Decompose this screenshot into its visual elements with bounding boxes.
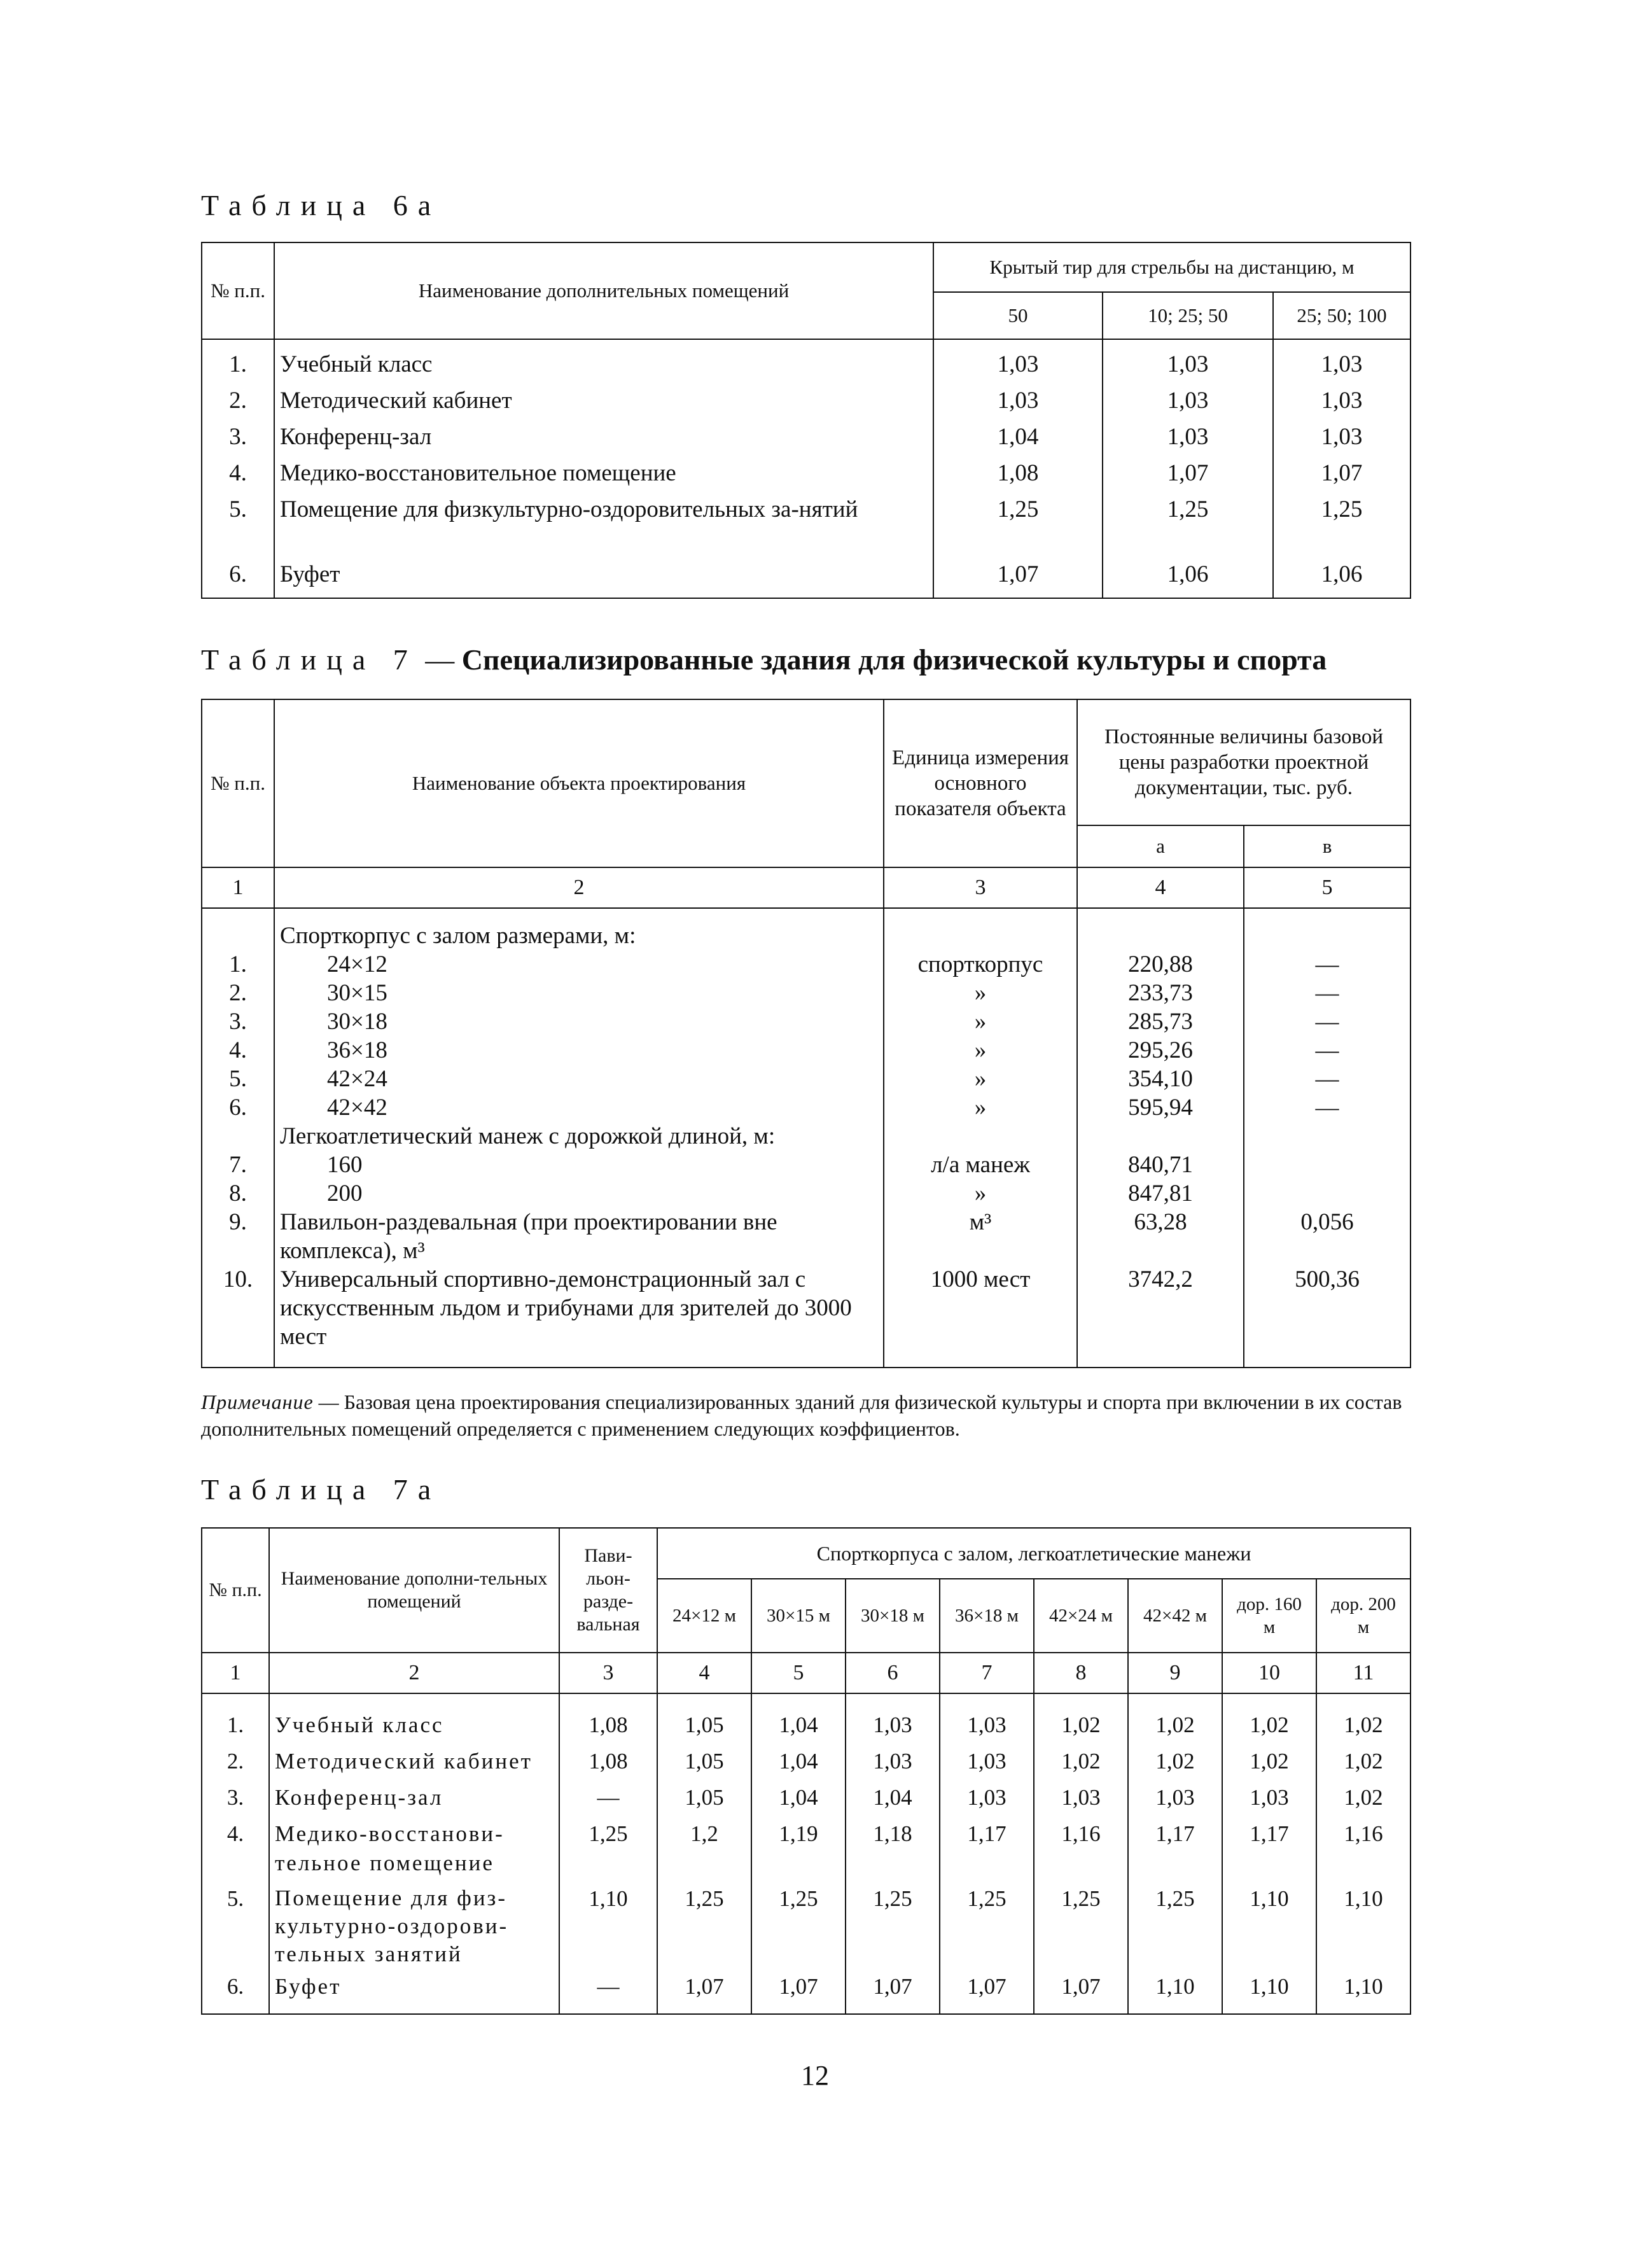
colnum: 9: [1128, 1653, 1222, 1693]
value: 1,03: [967, 1749, 1007, 1774]
row-name: Учебный класс: [275, 1712, 444, 1737]
col-25-50-100: [1273, 339, 1411, 598]
row-name: Помещение для физ-культурно-оздорови-тельных занятий: [275, 1886, 509, 1966]
col-name: Спорткорпус с залом размерами, м: 24×12 30×15 30×18 36×18 42×24 42×42 Легкоатлетический манеж с дорожкой длиной, м: 160 200 Павильон-раздевальная (при проектировании вне комплекса), м³ Универсальный спортивно-демонстрационный зал с искусственным льдом и трибунами для зрителей до 3000 мест: [274, 908, 884, 1368]
value: 1,25: [1155, 1886, 1195, 1911]
value: 1,04: [779, 1749, 818, 1774]
value: 1,03: [967, 1785, 1007, 1810]
value: 1,25: [589, 1821, 628, 1846]
row-name: Медико-восстановительное помещение: [280, 460, 676, 486]
value: 1,03: [997, 388, 1039, 414]
value: 1,02: [1344, 1785, 1383, 1810]
column-numbers: [202, 867, 1411, 908]
colnum: 8: [1034, 1653, 1128, 1693]
header-col: 42×24 м: [1034, 1579, 1128, 1653]
row-name: Медико-восстанови-тельное помещение: [275, 1821, 505, 1875]
header-col: 36×18 м: [940, 1579, 1034, 1653]
value: 1,16: [1344, 1821, 1383, 1846]
value: 1,19: [779, 1821, 818, 1846]
value: 1,07: [779, 1974, 818, 1999]
row-num: 3.: [226, 1785, 244, 1810]
row-num: 1.: [226, 1712, 244, 1737]
value: 1,25: [1167, 496, 1209, 522]
value: 1,03: [873, 1712, 912, 1737]
row-num: 5.: [229, 496, 247, 522]
value: 1,10: [589, 1886, 628, 1911]
note: [201, 1389, 1410, 1442]
col-track-160: [1222, 1693, 1316, 2014]
table-7-label: Таблица 7: [201, 643, 418, 676]
row-num: 5.: [226, 1886, 244, 1911]
header-col: дор. 160 м: [1222, 1579, 1316, 1653]
value: 1,17: [1250, 1821, 1289, 1846]
row-num: 6.: [229, 561, 247, 587]
col-pavilion: [559, 1693, 657, 2014]
col-24x12: [657, 1693, 751, 2014]
col-name: [274, 339, 933, 598]
col-name: [269, 1693, 559, 2014]
value: 1,03: [1321, 388, 1363, 414]
row-name: Методический кабинет: [275, 1749, 533, 1774]
value: 1,04: [873, 1785, 912, 1810]
value: 1,17: [1155, 1821, 1195, 1846]
header-col: 25; 50; 100: [1273, 292, 1411, 339]
table-7a: [201, 1527, 1411, 2015]
value: 1,03: [1167, 424, 1209, 450]
value: 1,02: [1061, 1712, 1101, 1737]
value: 1,03: [997, 351, 1039, 377]
value: 1,25: [1061, 1886, 1101, 1911]
table-7a-caption: [201, 1473, 441, 1506]
header-name: Наименование объекта проектирования: [274, 699, 884, 867]
value: 1,08: [589, 1712, 628, 1737]
table-7-caption: [201, 643, 1327, 676]
value: 1,06: [1167, 561, 1209, 587]
header-num: № п.п.: [202, 242, 274, 339]
note-text: — Базовая цена проектирования специализированных зданий для физической культуры и спорта при включении в их состав дополнительных помещений определяется с применением следующих коэффициентов.: [201, 1390, 1402, 1440]
col-30x18: [846, 1693, 940, 2014]
value: —: [597, 1785, 620, 1810]
header-b: в: [1244, 825, 1411, 867]
header-col: 30×15 м: [751, 1579, 846, 1653]
value: 1,10: [1250, 1974, 1289, 1999]
header-num: № п.п.: [202, 1528, 269, 1653]
col-num: [202, 339, 274, 598]
colnum: 7: [940, 1653, 1034, 1693]
colnum: 3: [559, 1653, 657, 1693]
row-name: Конференц-зал: [275, 1785, 443, 1810]
header-col: дор. 200 м: [1316, 1579, 1411, 1653]
col-a: 220,88 233,73 285,73 295,26 354,10 595,94 840,71 847,81 63,28 3742,2: [1077, 908, 1244, 1368]
value: 1,03: [1155, 1785, 1195, 1810]
row-num: 3.: [229, 424, 247, 450]
col-unit: спорткорпус » » » » » л/а манеж » м³ 1000 мест: [884, 908, 1077, 1368]
row-name: Методический кабинет: [280, 388, 512, 414]
row-num: 1.: [229, 351, 247, 377]
note-label: Примечание: [201, 1390, 314, 1413]
value: 1,08: [589, 1749, 628, 1774]
header-a: а: [1077, 825, 1244, 867]
header-name: Наименование дополнительных помещений: [274, 242, 933, 339]
caption-separator: —: [417, 643, 462, 676]
table-7a-label: Таблица 7а: [201, 1473, 442, 1506]
value: 1,03: [1321, 424, 1363, 450]
table-7: [201, 699, 1411, 1368]
value: 1,25: [997, 496, 1039, 522]
value: 1,06: [1321, 561, 1363, 587]
value: 1,10: [1344, 1974, 1383, 1999]
colnum: 5: [751, 1653, 846, 1693]
value: 1,04: [779, 1712, 818, 1737]
value: 1,10: [1250, 1886, 1289, 1911]
header-name: Наименование дополни-тельных помещений: [269, 1528, 559, 1653]
value: 1,03: [967, 1712, 1007, 1737]
row-name: Буфет: [280, 561, 340, 587]
table-6a-caption: [201, 188, 441, 222]
value: 1,08: [997, 460, 1039, 486]
col-10-25-50: [1103, 339, 1273, 598]
col-track-200: [1316, 1693, 1411, 2014]
value: 1,07: [997, 561, 1039, 587]
value: 1,02: [1061, 1749, 1101, 1774]
value: 1,07: [967, 1974, 1007, 1999]
value: 1,05: [685, 1749, 724, 1774]
value: 1,25: [967, 1886, 1007, 1911]
value: 1,07: [685, 1974, 724, 1999]
table-body: [202, 339, 1411, 598]
header-group: Постоянные величины базовой цены разработки проектной документации, тыс. руб.: [1077, 699, 1411, 825]
value: 1,03: [1167, 351, 1209, 377]
value: 1,02: [1344, 1749, 1383, 1774]
colnum: 1: [202, 1653, 269, 1693]
value: 1,03: [1061, 1785, 1101, 1810]
value: 1,05: [685, 1785, 724, 1810]
row-num: 6.: [226, 1974, 244, 1999]
colnum: 2: [269, 1653, 559, 1693]
value: —: [597, 1974, 620, 1999]
header-col: 24×12 м: [657, 1579, 751, 1653]
page-number: 12: [801, 2060, 829, 2091]
col-b: — — — — — — 0,056 500,36: [1244, 908, 1411, 1368]
value: 1,25: [685, 1886, 724, 1911]
col-50: [933, 339, 1103, 598]
header-pavilion: Пави-льон-разде-вальная: [559, 1528, 657, 1653]
col-42x24: [1034, 1693, 1128, 2014]
value: 1,16: [1061, 1821, 1101, 1846]
value: 1,04: [779, 1785, 818, 1810]
row-num: 2.: [226, 1749, 244, 1774]
value: 1,18: [873, 1821, 912, 1846]
value: 1,25: [873, 1886, 912, 1911]
colnum: 2: [274, 867, 884, 908]
table-7-title: Специализированные здания для физической культуры и спорта: [461, 643, 1327, 676]
value: 1,03: [873, 1749, 912, 1774]
value: 1,2: [690, 1821, 718, 1846]
row-name: Помещение для физкультурно-оздоровительных за-нятий: [280, 496, 858, 522]
value: 1,02: [1155, 1749, 1195, 1774]
row-name: Учебный класс: [280, 351, 433, 377]
col-num: [202, 1693, 269, 2014]
value: 1,07: [1061, 1974, 1101, 1999]
col-42x42: [1128, 1693, 1222, 2014]
value: 1,07: [873, 1974, 912, 1999]
value: 1,04: [997, 424, 1039, 450]
value: 1,02: [1250, 1749, 1289, 1774]
col-36x18: [940, 1693, 1034, 2014]
colnum: 4: [1077, 867, 1244, 908]
row-name: Конференц-зал: [280, 424, 432, 450]
colnum: 6: [846, 1653, 940, 1693]
value: 1,02: [1250, 1712, 1289, 1737]
header-group: Спорткорпуса с залом, легкоатлетические манежи: [657, 1528, 1411, 1579]
col-num: 1. 2. 3. 4. 5. 6. 7. 8. 9. 10.: [202, 908, 274, 1368]
header-col: 30×18 м: [846, 1579, 940, 1653]
table-6a: [201, 242, 1411, 599]
header-num: № п.п.: [202, 699, 274, 867]
row-num: 4.: [229, 460, 247, 486]
value: 1,03: [1250, 1785, 1289, 1810]
column-numbers: [202, 1653, 1411, 1693]
value: 1,25: [1321, 496, 1363, 522]
header-col: 10; 25; 50: [1103, 292, 1273, 339]
value: 1,02: [1344, 1712, 1383, 1737]
col-30x15: [751, 1693, 846, 2014]
table-body: [202, 1693, 1411, 2014]
value: 1,07: [1321, 460, 1363, 486]
value: 1,10: [1344, 1886, 1383, 1911]
colnum: 5: [1244, 867, 1411, 908]
header-unit: Единица измерения основного показателя объекта: [884, 699, 1077, 867]
header-col: 42×42 м: [1128, 1579, 1222, 1653]
value: 1,03: [1167, 388, 1209, 414]
value: 1,03: [1321, 351, 1363, 377]
colnum: 11: [1316, 1653, 1411, 1693]
row-name: Буфет: [275, 1974, 342, 1999]
colnum: 10: [1222, 1653, 1316, 1693]
colnum: 1: [202, 867, 274, 908]
header-group: Крытый тир для стрельбы на дистанцию, м: [933, 242, 1411, 292]
value: 1,17: [967, 1821, 1007, 1846]
value: 1,02: [1155, 1712, 1195, 1737]
colnum: 4: [657, 1653, 751, 1693]
colnum: 3: [884, 867, 1077, 908]
table-body: [202, 908, 1411, 1368]
value: 1,25: [779, 1886, 818, 1911]
row-num: 2.: [229, 388, 247, 414]
row-num: 4.: [226, 1821, 244, 1846]
table-6a-label: Таблица 6а: [201, 189, 442, 221]
header-col: 50: [933, 292, 1103, 339]
value: 1,10: [1155, 1974, 1195, 1999]
value: 1,05: [685, 1712, 724, 1737]
value: 1,07: [1167, 460, 1209, 486]
